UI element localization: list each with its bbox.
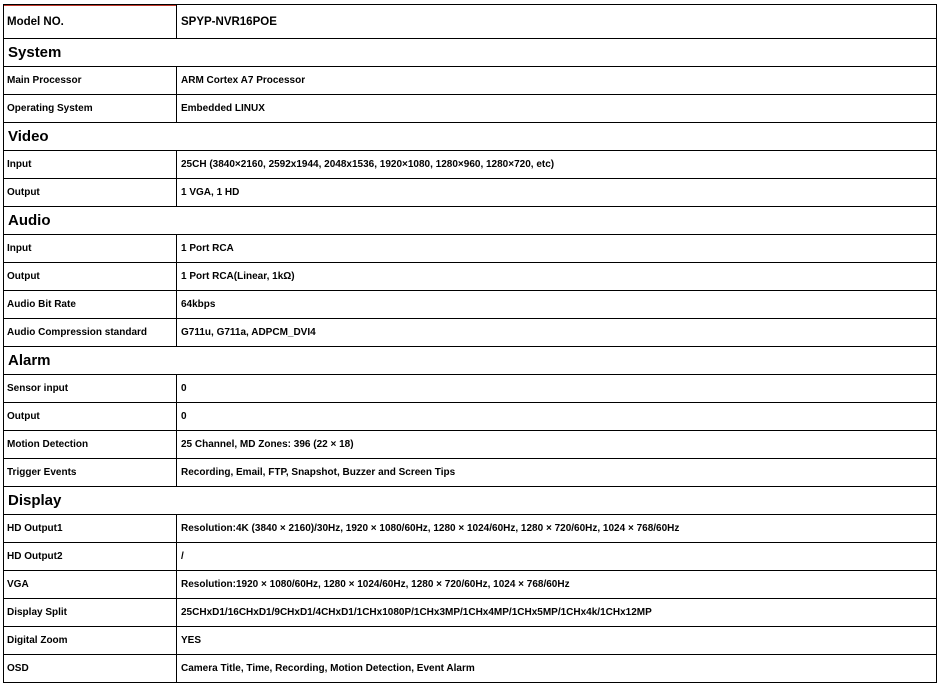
section-audio: [4, 207, 937, 235]
spec-value: 25CHxD1/16CHxD1/9CHxD1/4CHxD1/1CHx1080P/1CHx3MP/1CHx4MP/1CHx5MP/1CHx4k/1CHx12MP: [177, 599, 937, 626]
model-value: SPYP-NVR16POE: [177, 5, 937, 38]
spec-value: 25CH (3840×2160, 2592x1944, 2048x1536, 1920×1080, 1280×960, 1280×720, etc): [177, 151, 937, 178]
spec-label: Display Split: [4, 599, 177, 626]
spec-value: 1 VGA, 1 HD: [177, 179, 937, 206]
model-label: Model NO.: [4, 5, 177, 38]
section-title: Audio: [4, 207, 937, 234]
spec-row: [4, 263, 937, 291]
spec-row: [4, 571, 937, 599]
spec-row: [4, 319, 937, 347]
spec-row: [4, 179, 937, 207]
spec-value: 25 Channel, MD Zones: 396 (22 × 18): [177, 431, 937, 458]
section-alarm: [4, 347, 937, 375]
spec-label: Motion Detection: [4, 431, 177, 458]
spec-label: VGA: [4, 571, 177, 598]
spec-value: Resolution:1920 × 1080/60Hz, 1280 × 1024/60Hz, 1280 × 720/60Hz, 1024 × 768/60Hz: [177, 571, 937, 598]
spec-label: Audio Compression standard: [4, 319, 177, 346]
spec-row: [4, 67, 937, 95]
spec-label: Sensor input: [4, 375, 177, 402]
spec-value: 1 Port RCA: [177, 235, 937, 262]
spec-label: Output: [4, 403, 177, 430]
spec-row: [4, 459, 937, 487]
spec-label: Digital Zoom: [4, 627, 177, 654]
spec-row: [4, 291, 937, 319]
spec-label: Audio Bit Rate: [4, 291, 177, 318]
section-title: Display: [4, 487, 937, 514]
model-row: [4, 5, 937, 39]
section-title: Alarm: [4, 347, 937, 374]
spec-value: ARM Cortex A7 Processor: [177, 67, 937, 94]
section-title: System: [4, 39, 937, 66]
spec-label: Operating System: [4, 95, 177, 122]
spec-row: [4, 151, 937, 179]
section-display: [4, 487, 937, 515]
spec-table: [3, 4, 937, 683]
spec-value: YES: [177, 627, 937, 654]
spec-label: Trigger Events: [4, 459, 177, 486]
spec-value: G711u, G711a, ADPCM_DVI4: [177, 319, 937, 346]
spec-value: 1 Port RCA(Linear, 1kΩ): [177, 263, 937, 290]
spec-value: Recording, Email, FTP, Snapshot, Buzzer and Screen Tips: [177, 459, 937, 486]
section-video: [4, 123, 937, 151]
spec-value: /: [177, 543, 937, 570]
spec-value: Camera Title, Time, Recording, Motion Detection, Event Alarm: [177, 655, 937, 682]
spec-row: [4, 627, 937, 655]
spec-row: [4, 599, 937, 627]
spec-label: HD Output1: [4, 515, 177, 542]
spec-row: [4, 655, 937, 683]
spec-label: Main Processor: [4, 67, 177, 94]
spec-label: HD Output2: [4, 543, 177, 570]
spec-value: 0: [177, 375, 937, 402]
spec-row: [4, 95, 937, 123]
spec-label: OSD: [4, 655, 177, 682]
spec-value: Resolution:4K (3840 × 2160)/30Hz, 1920 × 1080/60Hz, 1280 × 1024/60Hz, 1280 × 720/60Hz, 1024 × 768/60Hz: [177, 515, 937, 542]
spec-label: Output: [4, 179, 177, 206]
spec-row: [4, 515, 937, 543]
spec-label: Input: [4, 151, 177, 178]
spec-row: [4, 235, 937, 263]
spec-label: Output: [4, 263, 177, 290]
spec-row: [4, 375, 937, 403]
spec-row: [4, 431, 937, 459]
spec-value: 64kbps: [177, 291, 937, 318]
spec-value: 0: [177, 403, 937, 430]
spec-row: [4, 543, 937, 571]
spec-label: Input: [4, 235, 177, 262]
spec-row: [4, 403, 937, 431]
spec-value: Embedded LINUX: [177, 95, 937, 122]
section-system: [4, 39, 937, 67]
section-title: Video: [4, 123, 937, 150]
